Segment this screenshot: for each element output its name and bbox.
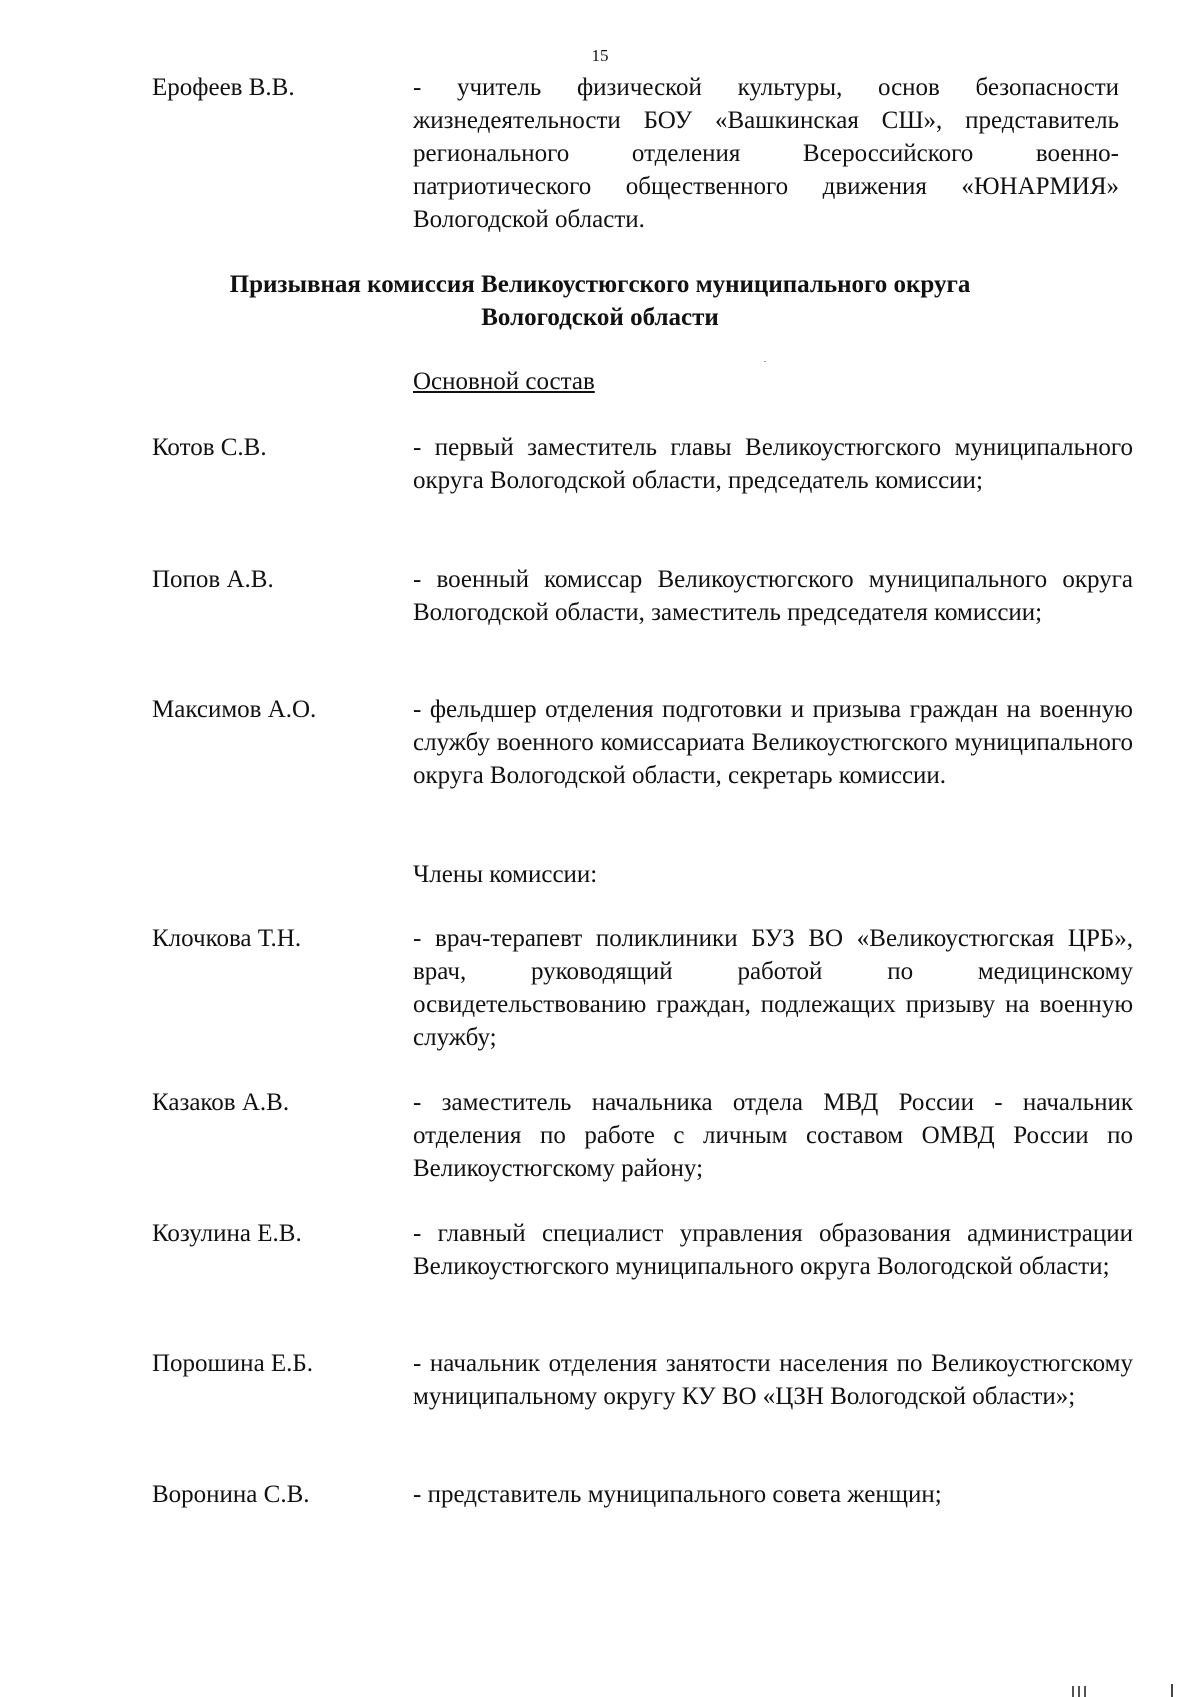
scan-edge-mark: [1171, 1684, 1173, 1697]
member-name: Клочкова Т.Н.: [152, 925, 302, 952]
member-description: - фельдшер отделения подготовки и призыва граждан на военную службу военного комиссариата Великоустюгского муниципального округа Вологодской области, секретарь комиссии.: [413, 696, 1133, 789]
members-heading: Члены комиссии:: [413, 861, 598, 888]
member-description: - учитель физической культуры, основ безопасности жизнедеятельности БОУ «Вашкинская СШ», представитель регионального отделения Всероссийского военно-патриотического общественного движения «ЮНАРМИЯ» Вологодской области.: [413, 74, 1119, 233]
main-composition-heading: Основной состав: [413, 368, 595, 395]
member-name: Козулина Е.В.: [152, 1220, 302, 1247]
member-name: Казаков А.В.: [152, 1089, 290, 1116]
section-title-line-2: Вологодской области: [481, 304, 719, 331]
member-name: Ерофеев В.В.: [152, 74, 295, 101]
section-title-line-1: Призывная комиссия Великоустюгского муниципального округа: [229, 271, 971, 298]
member-description: - врач-терапевт поликлиники БУЗ ВО «Великоустюгская ЦРБ», врач, руководящий работой по медицинскому освидетельствованию граждан, подлежащих призыву на военную службу;: [413, 925, 1133, 1051]
member-description: - главный специалист управления образования администрации Великоустюгского муниципального округа Вологодской области;: [413, 1220, 1133, 1280]
section-title: [0, 268, 1200, 334]
member-description: - начальник отделения занятости населения по Великоустюгскому муниципальному округу КУ ВО «ЦЗН Вологодской области»;: [413, 1350, 1133, 1410]
member-name: Попов А.В.: [152, 566, 274, 593]
member-description: - представитель муниципального совета женщин;: [413, 1481, 942, 1508]
member-name: Воронина С.В.: [152, 1481, 310, 1508]
member-description: - заместитель начальника отдела МВД России - начальник отделения по работе с личным составом ОМВД России по Великоустюгскому району;: [413, 1089, 1133, 1182]
member-name: Котов С.В.: [152, 434, 267, 461]
scan-marks: [1072, 1686, 1096, 1697]
scan-speck: [764, 361, 766, 362]
member-description: - военный комиссар Великоустюгского муниципального округа Вологодской области, заместитель председателя комиссии;: [413, 566, 1133, 626]
member-name: Максимов А.О.: [152, 696, 317, 723]
page-number: 15: [591, 46, 609, 65]
member-description: - первый заместитель главы Великоустюгского муниципального округа Вологодской области, председатель комиссии;: [413, 434, 1133, 494]
member-name: Порошина Е.Б.: [152, 1350, 314, 1377]
